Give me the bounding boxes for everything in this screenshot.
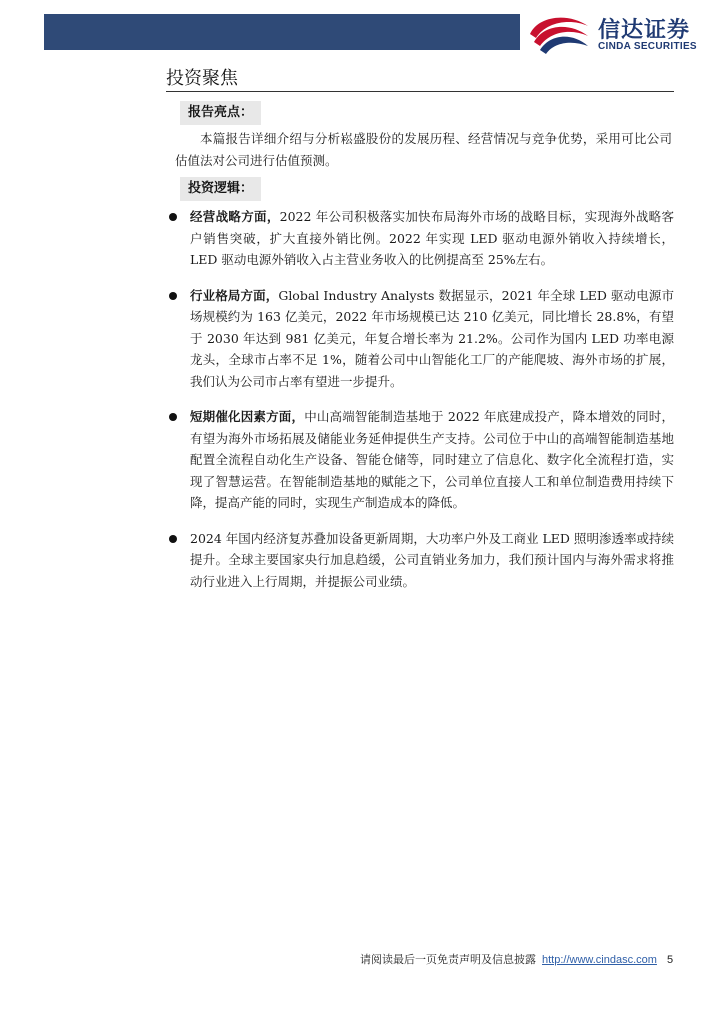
bullet-text: 中山高端智能制造基地于 2022 年底建成投产，降本增效的同时，有望为海外市场拓展及储能业务延伸提供生产支持。公司位于中山的高端智能制造基地配置全流程自动化生产设备、智能仓储等，同时建立了信息化、数字化全流程打造，实现了智慧运营。在智能制造基地的赋能之下，公司单位直接人工和单位制造费用持续下降，提高产能的同时，实现生产制造成本的降低。 — [190, 409, 674, 510]
bullet-lead: 经营战略方面， — [190, 209, 280, 224]
company-logo — [528, 12, 718, 56]
list-item — [166, 528, 674, 593]
list-item — [166, 206, 674, 271]
logic-label: 投资逻辑： — [180, 177, 261, 201]
bullet-lead: 短期催化因素方面， — [190, 409, 305, 424]
list-item — [166, 406, 674, 514]
header-bar — [44, 14, 520, 50]
page-number: 5 — [666, 954, 674, 966]
logo-english-name: CINDA SECURITIES — [598, 41, 697, 52]
bullet-dot-icon — [169, 213, 177, 221]
bullet-dot-icon — [169, 413, 177, 421]
bullet-text: Global Industry Analysts 数据显示，2021 年全球 LED 驱动电源市场规模约为 163 亿美元，2022 年市场规模已达 210 亿美元，同比增长 28.8%，有望于 2030 年达到 981 亿美元，年复合增长率为 21.2%。公司作为国内 LED 功率电源龙头，全球市占率不足 1%，随着公司中山智能化工厂的产能爬坡、海外市场的扩展，我们认为公司市占率有望进一步提升。 — [190, 287, 674, 389]
bullet-lead: 行业格局方面， — [190, 287, 279, 303]
bullet-text: 2024 年国内经济复苏叠加设备更新周期，大功率户外及工商业 LED 照明渗透率或持续提升。全球主要国家央行加息趋缓，公司直销业务加力，我们预计国内与海外需求将推动行业进入上行周期，并提振公司业绩。 — [190, 530, 674, 589]
footer-website-link[interactable]: http://www.cindasc.com — [542, 954, 657, 966]
highlights-text: 本篇报告详细介绍与分析崧盛股份的发展历程、经营情况与竞争优势，采用可比公司估值法对公司进行估值预测。 — [175, 131, 672, 168]
footer-disclaimer: 请阅读最后一页免责声明及信息披露 — [360, 953, 536, 966]
logic-list — [166, 206, 674, 606]
bullet-dot-icon — [169, 535, 177, 543]
list-item — [166, 285, 674, 393]
section-title: 投资聚焦 — [166, 68, 238, 89]
title-divider — [166, 91, 674, 92]
bullet-dot-icon — [169, 292, 177, 300]
logo-chinese-name: 信达证券 — [598, 18, 691, 43]
bullet-text: 2022 年公司积极落实加快布局海外市场的战略目标，实现海外战略客户销售突破，扩大直接外销比例。2022 年实现 LED 驱动电源外销收入持续增长，LED 驱动电源外销收入占主营业务收入的比例提高至 25%左右。 — [190, 209, 674, 267]
cinda-logo-icon — [528, 12, 592, 56]
highlights-label: 报告亮点： — [180, 101, 261, 125]
page-footer — [360, 951, 680, 967]
